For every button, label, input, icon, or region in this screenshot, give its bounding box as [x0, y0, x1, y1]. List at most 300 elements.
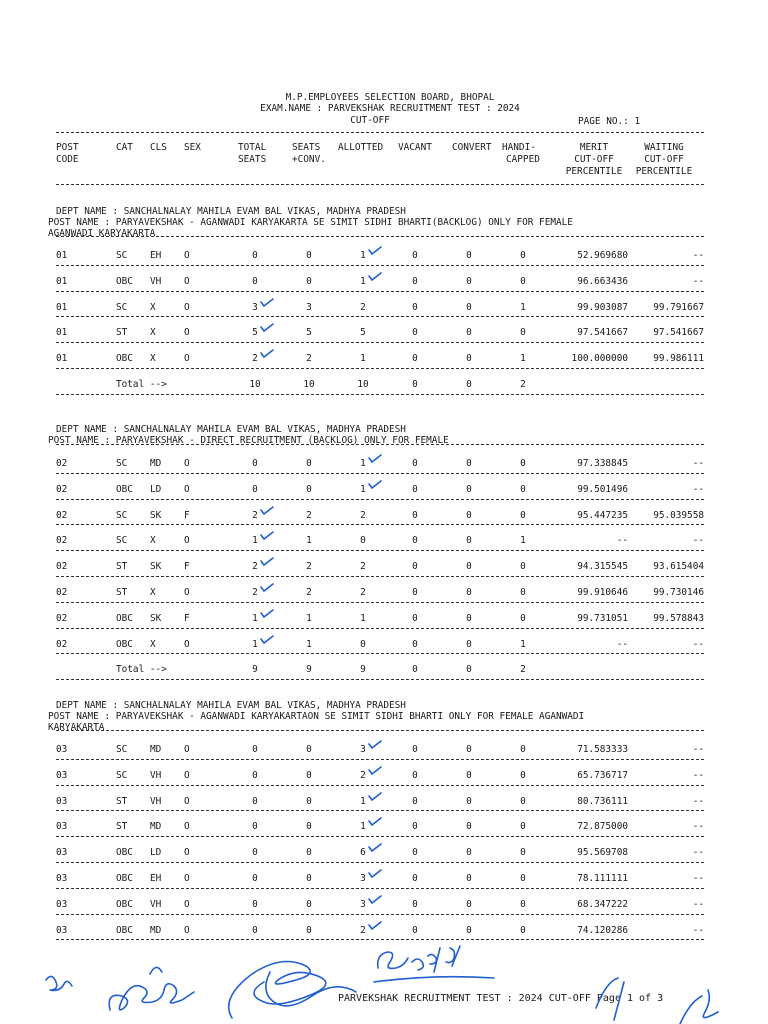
cell-cat: ST	[116, 327, 128, 339]
cell-allot: 3	[360, 744, 366, 755]
row-rule	[56, 499, 704, 500]
row-rule	[56, 679, 704, 680]
cell-conv: 0	[306, 250, 312, 261]
initial-mark-1	[46, 976, 72, 990]
cell-code: 01	[56, 301, 68, 313]
cell-code: 03	[56, 769, 68, 781]
cell-merit: 95.569708	[577, 847, 628, 859]
post-name: POST NAME : PARYAVEKSHAK - DIRECT RECRUITMENT (BACKLOG) ONLY FOR FEMALE	[48, 435, 449, 446]
cell-merit: 74.120286	[577, 924, 628, 936]
cell-code: 02	[56, 612, 68, 624]
cell-cls: MD	[150, 821, 162, 833]
cell-code: 03	[56, 898, 68, 910]
cell-waiting: --	[692, 535, 704, 547]
cell-conv: 1	[306, 535, 312, 547]
cell-vacant: 0	[412, 275, 418, 287]
cell-convert: 0	[466, 898, 472, 910]
cell-vacant: 0	[412, 873, 418, 884]
cell-code: 03	[56, 795, 68, 807]
row-rule	[56, 342, 704, 343]
cell-merit: 99.731051	[577, 612, 628, 624]
cell-sex: O	[184, 898, 190, 910]
cell-code: 02	[56, 509, 68, 521]
cell-convert: 0	[466, 769, 472, 781]
cell-total: 0	[252, 898, 258, 910]
cell-allot: 0	[360, 638, 366, 650]
cell-total: 3	[252, 301, 258, 313]
cell-vacant: 0	[412, 250, 418, 261]
total-convert: 0	[466, 664, 472, 676]
col-post-code-2: CODE	[56, 154, 79, 165]
cell-total: 0	[252, 458, 258, 469]
cell-convert: 0	[466, 924, 472, 936]
cell-sex: O	[184, 744, 190, 755]
cell-conv: 0	[306, 847, 312, 859]
check-mark-icon	[368, 817, 382, 826]
row-rule	[56, 316, 704, 317]
cell-merit: 97.338845	[577, 458, 628, 469]
cell-convert: 0	[466, 353, 472, 365]
check-mark-icon	[260, 557, 274, 566]
cell-handi: 0	[520, 821, 526, 833]
cell-cls: LD	[150, 847, 162, 859]
check-mark-icon	[368, 869, 382, 878]
cell-handi: 0	[520, 458, 526, 469]
dept-name: DEPT NAME : SANCHALNALAY MAHILA EVAM BAL VIKAS, MADHYA PRADESH	[56, 700, 406, 711]
cell-vacant: 0	[412, 587, 418, 598]
cell-allot: 2	[360, 301, 366, 313]
cell-waiting: --	[692, 898, 704, 910]
check-mark-icon	[260, 298, 274, 307]
cell-allot: 1	[360, 612, 366, 624]
row-rule	[56, 576, 704, 577]
cell-cat: SC	[116, 301, 128, 313]
cell-waiting: 99.986111	[653, 353, 704, 365]
cell-cls: MD	[150, 744, 162, 755]
cell-sex: O	[184, 535, 190, 547]
cell-conv: 2	[306, 561, 312, 573]
cell-cls: EH	[150, 873, 162, 884]
cell-vacant: 0	[412, 769, 418, 781]
cell-vacant: 0	[412, 535, 418, 547]
cell-convert: 0	[466, 795, 472, 807]
row-rule	[56, 236, 704, 237]
cell-code: 01	[56, 353, 68, 365]
check-mark-icon	[260, 506, 274, 515]
cell-cat: SC	[116, 535, 128, 547]
cell-cat: ST	[116, 587, 128, 598]
col-handicapped-2: CAPPED	[506, 154, 540, 165]
cell-merit: 68.347222	[577, 898, 628, 910]
cell-cls: LD	[150, 483, 162, 495]
cell-merit: 80.736111	[577, 795, 628, 807]
dept-name: DEPT NAME : SANCHALNALAY MAHILA EVAM BAL VIKAS, MADHYA PRADESH	[56, 206, 406, 217]
signature-ink	[0, 930, 768, 1024]
cell-convert: 0	[466, 535, 472, 547]
cell-waiting: --	[692, 250, 704, 261]
check-mark-icon	[368, 272, 382, 281]
cell-sex: O	[184, 327, 190, 339]
cell-code: 01	[56, 250, 68, 261]
signature-1	[109, 984, 194, 1010]
cell-cat: OBC	[116, 483, 133, 495]
cell-cat: ST	[116, 561, 128, 573]
cell-merit: 94.315545	[577, 561, 628, 573]
cell-code: 02	[56, 638, 68, 650]
row-rule	[56, 265, 704, 266]
cell-vacant: 0	[412, 561, 418, 573]
cell-cls: VH	[150, 275, 162, 287]
cell-merit: 97.541667	[577, 327, 628, 339]
cell-sex: O	[184, 638, 190, 650]
cell-total: 0	[252, 821, 258, 833]
cell-conv: 0	[306, 483, 312, 495]
cell-allot: 1	[360, 353, 366, 365]
cell-waiting: --	[692, 795, 704, 807]
cell-merit: 96.663436	[577, 275, 628, 287]
check-mark-icon	[368, 843, 382, 852]
cell-conv: 0	[306, 458, 312, 469]
cell-total: 2	[252, 587, 258, 598]
total-total: 9	[252, 664, 258, 676]
check-mark-icon	[368, 740, 382, 749]
cell-allot: 2	[360, 924, 366, 936]
cell-handi: 0	[520, 847, 526, 859]
cell-total: 2	[252, 353, 258, 365]
cell-allot: 0	[360, 535, 366, 547]
post-name: POST NAME : PARYAVEKSHAK - AGANWADI KARYAKARTAON SE SIMIT SIDHI BHARTI ONLY FOR FEMALE AGANWADI	[48, 711, 585, 722]
cell-cls: X	[150, 327, 156, 339]
cell-waiting: --	[692, 821, 704, 833]
cell-sex: O	[184, 250, 190, 261]
check-mark-icon	[260, 531, 274, 540]
cell-merit: 95.447235	[577, 509, 628, 521]
cell-handi: 1	[520, 353, 526, 365]
cell-allot: 1	[360, 795, 366, 807]
cell-allot: 1	[360, 483, 366, 495]
cell-cls: X	[150, 353, 156, 365]
cell-handi: 1	[520, 535, 526, 547]
cell-cat: SC	[116, 769, 128, 781]
exam-name: EXAM.NAME : PARVEKSHAK RECRUITMENT TEST : 2024	[260, 103, 520, 114]
cell-handi: 0	[520, 250, 526, 261]
cell-conv: 0	[306, 275, 312, 287]
cell-cat: OBC	[116, 612, 133, 624]
check-mark-icon	[260, 349, 274, 358]
col-seats-conv-1: SEATS	[292, 142, 321, 153]
cell-total: 0	[252, 795, 258, 807]
cell-handi: 0	[520, 795, 526, 807]
row-rule	[56, 759, 704, 760]
cell-code: 03	[56, 847, 68, 859]
cell-convert: 0	[466, 821, 472, 833]
cell-cls: MD	[150, 458, 162, 469]
cell-vacant: 0	[412, 458, 418, 469]
col-merit-1: MERIT	[579, 142, 609, 153]
cell-handi: 0	[520, 587, 526, 598]
cell-cls: SK	[150, 509, 162, 521]
cell-conv: 0	[306, 769, 312, 781]
row-rule	[56, 836, 704, 837]
footer-text: PARVEKSHAK RECRUITMENT TEST : 2024 CUT-OFF Page 1 of 3	[338, 993, 664, 1004]
cell-code: 01	[56, 275, 68, 287]
cell-code: 03	[56, 873, 68, 884]
col-post-code-1: POST	[56, 142, 79, 153]
cell-merit: 99.910646	[577, 587, 628, 598]
cell-allot: 6	[360, 847, 366, 859]
cell-allot: 3	[360, 873, 366, 884]
cell-cat: SC	[116, 458, 128, 469]
check-mark-icon	[260, 609, 274, 618]
cell-sex: O	[184, 821, 190, 833]
cell-code: 02	[56, 587, 68, 598]
cell-code: 02	[56, 458, 68, 469]
cell-total: 1	[252, 535, 258, 547]
total-allot: 10	[357, 379, 369, 390]
col-cat: CAT	[116, 142, 133, 153]
cell-conv: 5	[306, 327, 312, 339]
col-seats-conv-2: +CONV.	[292, 154, 326, 165]
col-total-seats-1: TOTAL	[238, 142, 267, 153]
date-underline	[374, 977, 494, 982]
cell-vacant: 0	[412, 301, 418, 313]
cell-merit: 99.903087	[577, 301, 628, 313]
cell-cat: SC	[116, 509, 128, 521]
check-mark-icon	[260, 583, 274, 592]
cell-cat: OBC	[116, 275, 133, 287]
cell-allot: 1	[360, 250, 366, 261]
post-name: POST NAME : PARYAVEKSHAK - AGANWADI KARYAKARTA SE SIMIT SIDHI BHARTI(BACKLOG) ONLY FOR FEMALE	[48, 217, 573, 228]
row-rule	[56, 473, 704, 474]
cell-convert: 0	[466, 275, 472, 287]
signature-1-flourish	[150, 967, 162, 974]
cell-convert: 0	[466, 638, 472, 650]
row-rule	[56, 602, 704, 603]
cell-allot: 2	[360, 587, 366, 598]
row-rule	[56, 810, 704, 811]
col-waiting-2: CUT-OFF	[644, 154, 684, 165]
cell-cls: VH	[150, 769, 162, 781]
cell-waiting: --	[692, 638, 704, 650]
check-mark-icon	[368, 895, 382, 904]
cell-convert: 0	[466, 250, 472, 261]
cell-vacant: 0	[412, 898, 418, 910]
cell-cls: EH	[150, 250, 162, 261]
cell-cls: SK	[150, 612, 162, 624]
post-name-continued: AGANWADI KARYAKARTA	[48, 228, 156, 239]
cell-vacant: 0	[412, 612, 418, 624]
cell-cls: VH	[150, 898, 162, 910]
cell-sex: F	[184, 612, 190, 624]
cell-convert: 0	[466, 458, 472, 469]
row-rule	[56, 730, 704, 731]
check-mark-icon	[260, 635, 274, 644]
cell-sex: O	[184, 275, 190, 287]
row-rule	[56, 550, 704, 551]
cell-vacant: 0	[412, 483, 418, 495]
cell-allot: 3	[360, 898, 366, 910]
cell-handi: 0	[520, 612, 526, 624]
row-rule	[56, 524, 704, 525]
cell-conv: 1	[306, 612, 312, 624]
col-merit-3: PERCENTILE	[565, 166, 623, 177]
cell-conv: 2	[306, 587, 312, 598]
cell-handi: 0	[520, 327, 526, 339]
cell-sex: O	[184, 769, 190, 781]
cell-conv: 0	[306, 744, 312, 755]
cell-merit: 78.111111	[577, 873, 628, 884]
cell-handi: 0	[520, 483, 526, 495]
total-vacant: 0	[412, 379, 418, 390]
cell-sex: O	[184, 353, 190, 365]
cell-handi: 1	[520, 638, 526, 650]
total-handi: 2	[520, 664, 526, 676]
cell-handi: 0	[520, 898, 526, 910]
row-rule	[56, 291, 704, 292]
total-handi: 2	[520, 379, 526, 390]
signature-2-tail	[266, 972, 356, 1006]
col-handicapped-1: HANDI-	[502, 142, 536, 153]
cell-total: 5	[252, 327, 258, 339]
cell-convert: 0	[466, 301, 472, 313]
cell-allot: 1	[360, 275, 366, 287]
cell-waiting: 99.730146	[653, 587, 704, 598]
bottom-mark-1	[596, 978, 624, 1020]
cell-vacant: 0	[412, 327, 418, 339]
cell-conv: 0	[306, 795, 312, 807]
cell-conv: 0	[306, 821, 312, 833]
cell-cls: X	[150, 587, 156, 598]
cell-conv: 2	[306, 353, 312, 365]
cell-waiting: 93.615404	[653, 561, 704, 573]
cell-handi: 0	[520, 744, 526, 755]
cell-total: 0	[252, 924, 258, 936]
cell-waiting: 97.541667	[653, 327, 704, 339]
cell-merit: 65.736717	[577, 769, 628, 781]
dept-name: DEPT NAME : SANCHALNALAY MAHILA EVAM BAL VIKAS, MADHYA PRADESH	[56, 424, 406, 435]
col-waiting-3: PERCENTILE	[635, 166, 693, 177]
cell-vacant: 0	[412, 509, 418, 521]
cell-convert: 0	[466, 873, 472, 884]
row-rule	[56, 914, 704, 915]
cell-sex: F	[184, 561, 190, 573]
cell-code: 02	[56, 483, 68, 495]
row-rule	[56, 888, 704, 889]
cell-sex: O	[184, 587, 190, 598]
rule	[56, 184, 704, 185]
cell-sex: O	[184, 924, 190, 936]
row-rule	[56, 628, 704, 629]
cell-handi: 1	[520, 301, 526, 313]
cell-code: 02	[56, 561, 68, 573]
cell-vacant: 0	[412, 638, 418, 650]
cell-cat: OBC	[116, 873, 133, 884]
total-allot: 9	[360, 664, 366, 676]
col-vacant: VACANT	[398, 142, 432, 153]
cell-cls: SK	[150, 561, 162, 573]
cell-waiting: --	[692, 744, 704, 755]
cell-conv: 0	[306, 898, 312, 910]
cell-total: 1	[252, 612, 258, 624]
cell-cat: SC	[116, 250, 128, 261]
check-mark-icon	[368, 454, 382, 463]
cell-sex: O	[184, 795, 190, 807]
cell-handi: 0	[520, 924, 526, 936]
cell-allot: 2	[360, 561, 366, 573]
total-conv: 10	[303, 379, 315, 390]
cell-code: 03	[56, 924, 68, 936]
cell-cat: ST	[116, 795, 128, 807]
cell-waiting: 99.791667	[653, 301, 704, 313]
cell-cls: X	[150, 301, 156, 313]
cell-cls: MD	[150, 924, 162, 936]
cell-handi: 0	[520, 275, 526, 287]
cell-conv: 1	[306, 638, 312, 650]
cell-conv: 0	[306, 924, 312, 936]
col-total-seats-2: SEATS	[238, 154, 267, 165]
row-rule	[56, 394, 704, 395]
cell-allot: 1	[360, 458, 366, 469]
col-sex: SEX	[184, 142, 201, 153]
col-merit-2: CUT-OFF	[574, 154, 614, 165]
col-waiting-1: WAITING	[644, 142, 684, 153]
cell-merit: 100.000000	[571, 353, 628, 365]
cell-allot: 5	[360, 327, 366, 339]
cell-cls: X	[150, 535, 156, 547]
cell-convert: 0	[466, 847, 472, 859]
row-rule	[56, 444, 704, 445]
check-mark-icon	[368, 480, 382, 489]
cell-code: 01	[56, 327, 68, 339]
check-mark-icon	[260, 323, 274, 332]
cell-conv: 0	[306, 873, 312, 884]
cell-sex: F	[184, 509, 190, 521]
cell-cat: OBC	[116, 898, 133, 910]
row-rule	[56, 368, 704, 369]
cell-waiting: 95.039558	[653, 509, 704, 521]
total-convert: 0	[466, 379, 472, 390]
cell-convert: 0	[466, 483, 472, 495]
total-label: Total -->	[116, 379, 167, 390]
cell-total: 0	[252, 873, 258, 884]
board-title: M.P.EMPLOYEES SELECTION BOARD, BHOPAL	[285, 92, 495, 103]
cell-vacant: 0	[412, 924, 418, 936]
cell-conv: 2	[306, 509, 312, 521]
cell-allot: 2	[360, 509, 366, 521]
cell-convert: 0	[466, 744, 472, 755]
cell-waiting: --	[692, 458, 704, 469]
cell-merit: --	[616, 638, 628, 650]
cell-vacant: 0	[412, 847, 418, 859]
cell-sex: O	[184, 301, 190, 313]
cell-handi: 0	[520, 509, 526, 521]
cell-handi: 0	[520, 873, 526, 884]
col-cls: CLS	[150, 142, 167, 153]
cell-cat: ST	[116, 821, 128, 833]
cell-waiting: 99.578843	[653, 612, 704, 624]
cell-allot: 2	[360, 769, 366, 781]
cell-code: 02	[56, 535, 68, 547]
cell-total: 0	[252, 847, 258, 859]
total-conv: 9	[306, 664, 312, 676]
cell-convert: 0	[466, 587, 472, 598]
doc-type: CUT-OFF	[350, 115, 390, 126]
cell-waiting: --	[692, 873, 704, 884]
cell-sex: O	[184, 458, 190, 469]
cell-merit: 72.875000	[577, 821, 628, 833]
col-convert: CONVERT	[452, 142, 492, 153]
cell-total: 0	[252, 769, 258, 781]
